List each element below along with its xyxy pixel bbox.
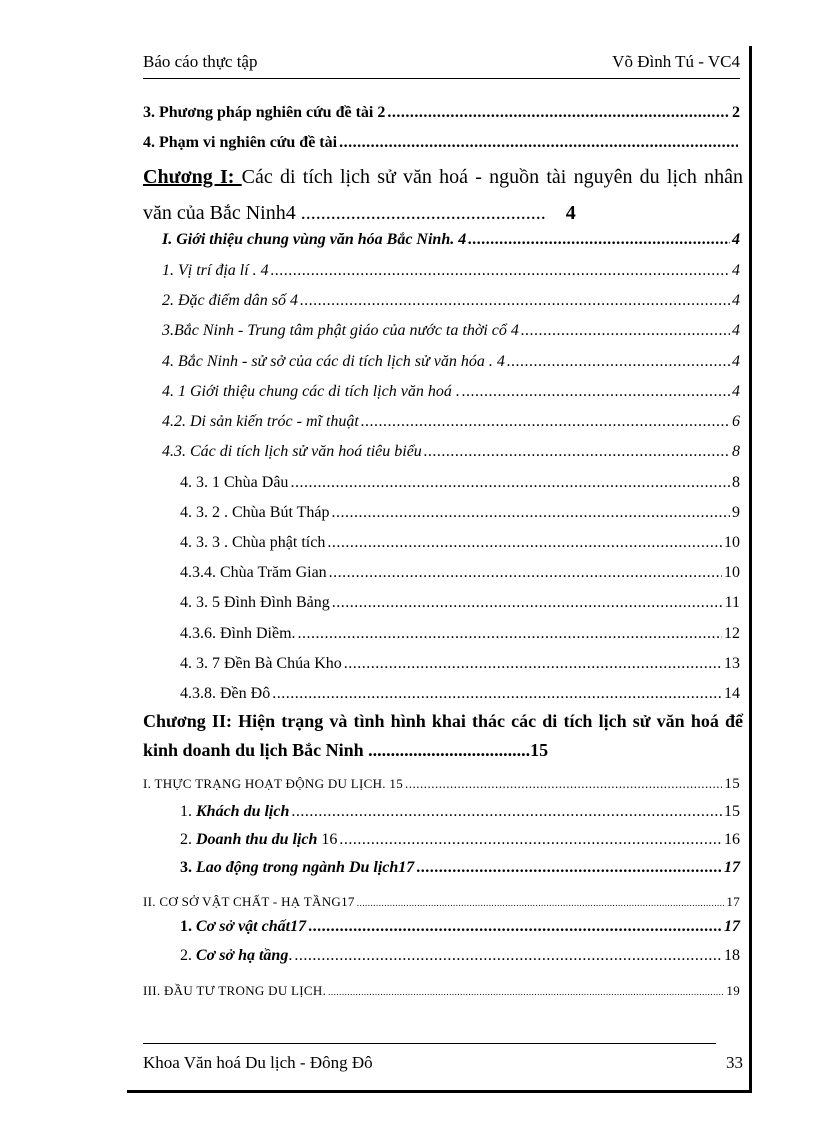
toc-entry[interactable]: 3. Phương pháp nghiên cứu đề tài 2 ..... 2: [143, 104, 740, 122]
toc-entry[interactable]: 3. Lao động trong ngành Du lịch17 ..... 17: [180, 859, 740, 877]
toc-entry[interactable]: 4. Bắc Ninh - sử sở của các di tích lịch sử văn hóa . 4 ..... 4: [162, 353, 740, 371]
toc-entry[interactable]: 3.Bắc Ninh - Trung tâm phật giáo của nước ta thời cổ 4 ..... 4: [162, 322, 740, 340]
page-number: 33: [726, 1053, 743, 1072]
toc-entry[interactable]: 2. Doanh thu du lịch 16 ..... 16: [180, 831, 740, 849]
toc-entry[interactable]: III. ĐẦU TƯ TRONG DU LỊCH. ..... 19: [143, 983, 740, 999]
toc-entry[interactable]: 4.3.6. Đình Diềm. ..... 12: [180, 625, 740, 643]
toc-entry[interactable]: 2. Đặc điểm dân số 4 ..... 4: [162, 292, 740, 310]
toc-entry[interactable]: 1. Vị trí địa lí . 4 ..... 4: [162, 262, 740, 280]
toc-entry[interactable]: 4.3.8. Đền Đô ..... 14: [180, 685, 740, 703]
toc-entry[interactable]: 4. 3. 5 Đình Đình Bảng ..... 11: [180, 594, 740, 612]
toc-entry[interactable]: I. Giới thiệu chung vùng văn hóa Bắc Ninh. 4 ..... 4: [162, 231, 740, 249]
chapter-1-heading[interactable]: Chương I: Các di tích lịch sử văn hoá - nguồn tài nguyên du lịch nhân văn của Bắc Ninh4 ................................................. 4: [143, 166, 743, 224]
page-header: [143, 52, 740, 79]
chapter-2-heading[interactable]: Chương II: Hiện trạng và tình hình khai thác các di tích lịch sử văn hoá để kinh doanh du lịch Bắc Ninh ....................................15: [143, 711, 743, 760]
footer-left: Khoa Văn hoá Du lịch - Đông Đô: [143, 1053, 373, 1072]
toc-entry[interactable]: 4.3.4. Chùa Trăm Gian ..... 10: [180, 564, 740, 582]
toc-entry[interactable]: 4.2. Di sản kiến tróc - mĩ thuật ..... 6: [162, 413, 740, 431]
header-right: Võ Đình Tú - VC4: [612, 52, 740, 71]
toc-entry[interactable]: 1. Cơ sở vật chất17 ..... 17: [180, 918, 740, 936]
toc-entry[interactable]: 4. 3. 2 . Chùa Bút Tháp ..... 9: [180, 504, 740, 522]
header-left: Báo cáo thực tập: [143, 52, 258, 71]
toc-entry[interactable]: 4. 1 Giới thiệu chung các di tích lịch văn hoá . ..... 4: [162, 383, 740, 401]
footer-divider: [143, 1043, 716, 1044]
toc-entry[interactable]: 4. 3. 3 . Chùa phật tích ..... 10: [180, 534, 740, 552]
toc-entry[interactable]: II. CƠ SỞ VẬT CHẤT - HẠ TẦNG17 ..... 17: [143, 894, 740, 910]
toc-entry[interactable]: 4. Phạm vi nghiên cứu đề tài .....: [143, 134, 740, 152]
toc-entry[interactable]: 2. Cơ sở hạ tầng. ..... 18: [180, 947, 740, 965]
toc-entry[interactable]: 4. 3. 1 Chùa Dâu ..... 8: [180, 474, 740, 492]
toc-entry[interactable]: 1. Khách du lịch ..... 15: [180, 803, 740, 821]
toc-entry[interactable]: I. THỰC TRẠNG HOẠT ĐỘNG DU LỊCH. 15 ..... 15: [143, 776, 740, 793]
toc-entry[interactable]: 4. 3. 7 Đền Bà Chúa Kho ..... 13: [180, 655, 740, 673]
toc-entry[interactable]: 4.3. Các di tích lịch sử văn hoá tiêu biểu ..... 8: [162, 443, 740, 461]
